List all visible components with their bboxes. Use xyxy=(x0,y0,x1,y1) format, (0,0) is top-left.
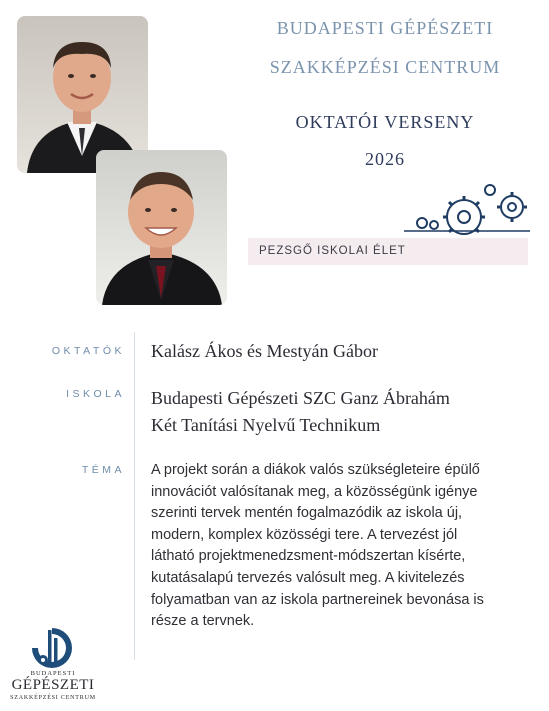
portrait-illustration xyxy=(96,150,227,305)
school-label: ISKOLA xyxy=(66,388,125,400)
gears-icon xyxy=(404,183,530,235)
organization-name-line-1: BUDAPESTI GÉPÉSZETI xyxy=(276,18,494,38)
category-tag: PEZSGŐ ISKOLAI ÉLET xyxy=(248,238,528,265)
logo-text-budapesti: BUDAPESTI xyxy=(30,670,76,677)
teacher-photo-2 xyxy=(96,150,227,305)
school-center-logo-icon xyxy=(28,624,76,670)
section-divider xyxy=(134,332,135,660)
competition-year: 2026 xyxy=(365,149,405,169)
logo-text-gepeszeti: GÉPÉSZETI xyxy=(11,677,95,693)
topic-description: A projekt során a diákok valós szükségleteire épülő innovációt valósítanak meg, a közösségünk igénye szerinti tervek mentén fogalmazódik az iskola új, modern, komplex közösségi tere. A tervezést jól látható projektmenedzsment-módszertan kísérte, kutatásalapú tervezés valósult meg. A kivitelezés folyamatban van az iskola partnereinek bevonása is része a tervnek. xyxy=(151,462,484,630)
organization-name-line-2: SZAKKÉPZÉSI CENTRUM xyxy=(269,57,501,77)
school-value-line-2: Két Tanítási Nyelvű Technikum xyxy=(151,415,381,435)
school-value-line-1: Budapesti Gépészeti SZC Ganz Ábrahám xyxy=(151,388,450,408)
topic-label: TÉMA xyxy=(81,464,125,476)
teachers-label: OKTATÓK xyxy=(51,345,125,357)
logo-text-centrum: SZAKKÉPZÉSI CENTRUM xyxy=(10,695,96,701)
competition-title: OKTATÓI VERSENY xyxy=(295,112,475,132)
teachers-value: Kalász Ákos és Mestyán Gábor xyxy=(151,341,378,361)
